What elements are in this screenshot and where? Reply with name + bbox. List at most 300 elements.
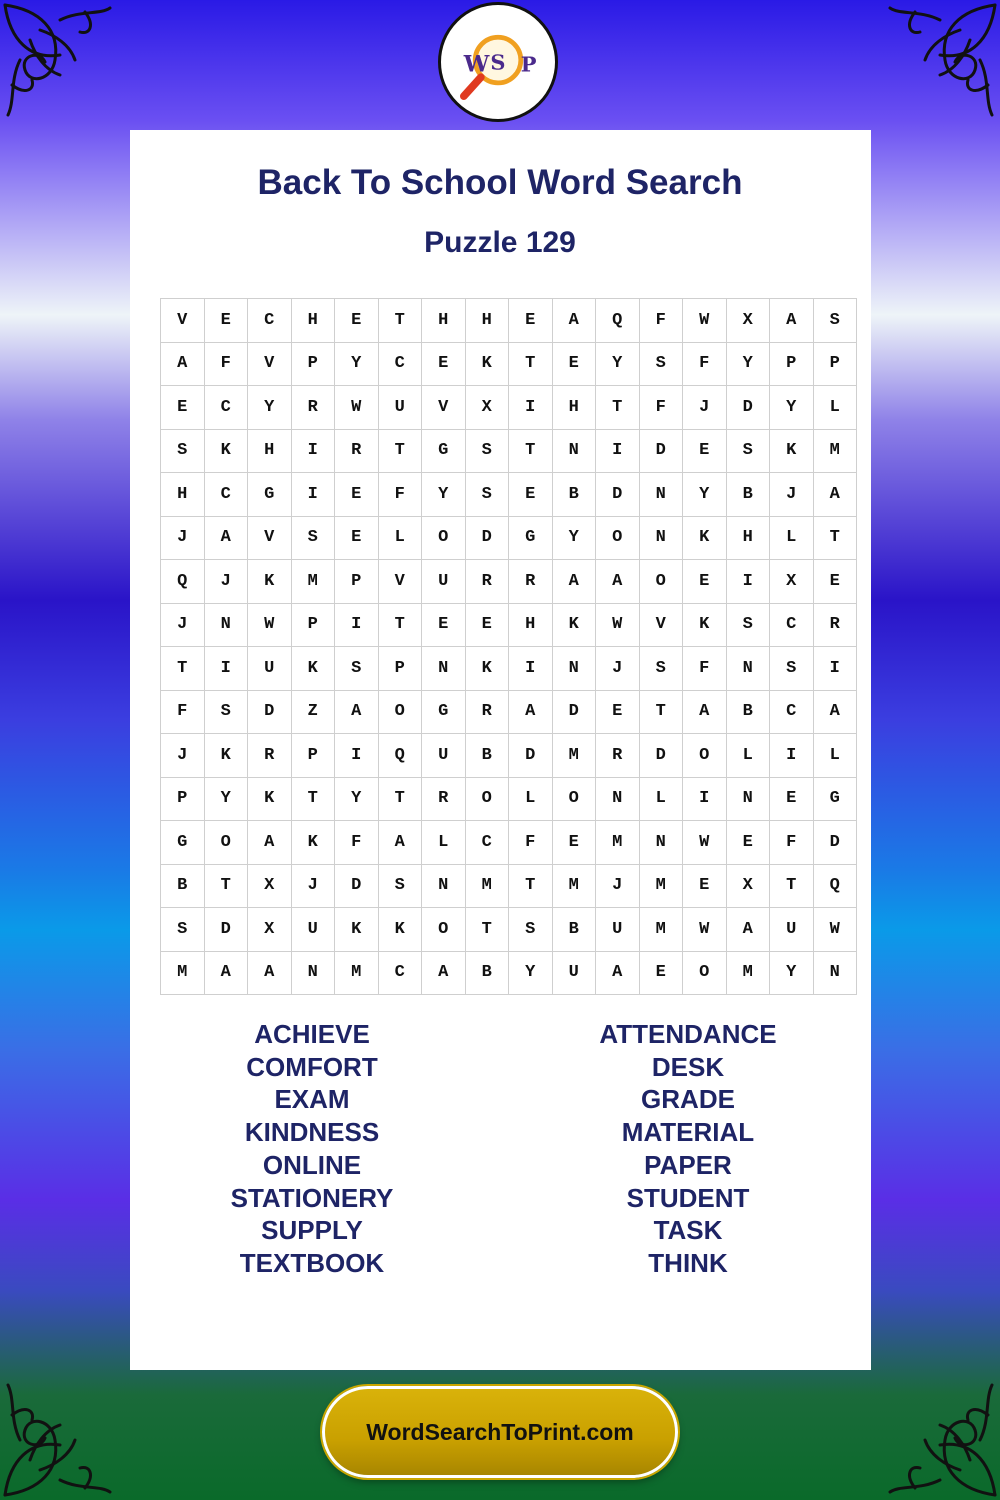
- grid-cell[interactable]: G: [422, 429, 466, 473]
- grid-cell[interactable]: F: [335, 821, 379, 865]
- grid-cell[interactable]: T: [161, 647, 205, 691]
- grid-cell[interactable]: I: [596, 429, 640, 473]
- grid-cell[interactable]: P: [770, 342, 814, 386]
- grid-cell[interactable]: N: [596, 777, 640, 821]
- grid-cell[interactable]: L: [726, 734, 770, 778]
- flourish-icon: [0, 1350, 150, 1500]
- word-list-right: [528, 1018, 848, 1280]
- grid-cell[interactable]: I: [813, 647, 857, 691]
- grid-cell[interactable]: E: [552, 342, 596, 386]
- grid-cell[interactable]: W: [596, 603, 640, 647]
- grid-cell[interactable]: A: [204, 516, 248, 560]
- grid-cell[interactable]: K: [248, 560, 292, 604]
- grid-cell[interactable]: Y: [683, 473, 727, 517]
- grid-cell[interactable]: M: [291, 560, 335, 604]
- grid-cell[interactable]: A: [509, 690, 553, 734]
- grid-cell[interactable]: E: [683, 560, 727, 604]
- word-item: ACHIEVE: [254, 1019, 370, 1049]
- grid-cell[interactable]: R: [596, 734, 640, 778]
- grid-cell[interactable]: E: [770, 777, 814, 821]
- grid-cell[interactable]: A: [813, 690, 857, 734]
- flourish-icon: [850, 0, 1000, 150]
- grid-cell[interactable]: S: [639, 647, 683, 691]
- grid-cell[interactable]: V: [248, 516, 292, 560]
- grid-cell[interactable]: O: [204, 821, 248, 865]
- grid-cell[interactable]: N: [639, 821, 683, 865]
- grid-cell[interactable]: H: [161, 473, 205, 517]
- grid-cell[interactable]: G: [422, 690, 466, 734]
- grid-cell[interactable]: F: [683, 647, 727, 691]
- grid-cell[interactable]: A: [248, 821, 292, 865]
- grid-cell[interactable]: O: [378, 690, 422, 734]
- grid-cell[interactable]: P: [378, 647, 422, 691]
- grid-cell[interactable]: X: [726, 864, 770, 908]
- grid-cell[interactable]: J: [161, 516, 205, 560]
- grid-cell[interactable]: E: [596, 690, 640, 734]
- grid-cell[interactable]: T: [378, 429, 422, 473]
- grid-cell[interactable]: I: [291, 429, 335, 473]
- grid-cell[interactable]: N: [639, 516, 683, 560]
- grid-cell[interactable]: S: [813, 299, 857, 343]
- grid-cell[interactable]: H: [726, 516, 770, 560]
- grid-cell[interactable]: N: [422, 864, 466, 908]
- grid-cell[interactable]: R: [813, 603, 857, 647]
- magnifier-handle: [464, 77, 481, 96]
- grid-row: [161, 560, 857, 604]
- grid-cell[interactable]: M: [813, 429, 857, 473]
- grid-cell[interactable]: R: [465, 560, 509, 604]
- grid-cell[interactable]: R: [465, 690, 509, 734]
- grid-cell[interactable]: G: [161, 821, 205, 865]
- grid-cell[interactable]: J: [204, 560, 248, 604]
- grid-cell[interactable]: U: [770, 908, 814, 952]
- grid-cell[interactable]: C: [248, 299, 292, 343]
- grid-cell[interactable]: S: [204, 690, 248, 734]
- grid-cell[interactable]: H: [509, 603, 553, 647]
- grid-cell[interactable]: E: [204, 299, 248, 343]
- grid-cell[interactable]: A: [161, 342, 205, 386]
- grid-cell[interactable]: C: [204, 473, 248, 517]
- grid-cell[interactable]: L: [813, 386, 857, 430]
- grid-cell[interactable]: Y: [726, 342, 770, 386]
- grid-cell[interactable]: M: [335, 951, 379, 995]
- grid-cell[interactable]: G: [813, 777, 857, 821]
- logo-letter-w: W: [463, 51, 490, 78]
- grid-cell[interactable]: C: [770, 690, 814, 734]
- grid-cell[interactable]: O: [552, 777, 596, 821]
- grid-row: [161, 951, 857, 995]
- grid-cell[interactable]: F: [639, 299, 683, 343]
- grid-cell[interactable]: E: [161, 386, 205, 430]
- grid-cell[interactable]: E: [509, 299, 553, 343]
- grid-cell[interactable]: N: [552, 429, 596, 473]
- grid-cell[interactable]: R: [248, 734, 292, 778]
- grid-row: [161, 342, 857, 386]
- grid-cell[interactable]: H: [465, 299, 509, 343]
- grid-cell[interactable]: M: [726, 951, 770, 995]
- word-item: SUPPLY: [261, 1215, 363, 1246]
- grid-cell[interactable]: X: [770, 560, 814, 604]
- grid-cell[interactable]: J: [161, 734, 205, 778]
- grid-cell[interactable]: X: [465, 386, 509, 430]
- grid-cell[interactable]: L: [422, 821, 466, 865]
- grid-cell[interactable]: S: [161, 429, 205, 473]
- flourish-icon: [850, 1350, 1000, 1500]
- word-item: DESK: [651, 1051, 725, 1082]
- grid-cell[interactable]: E: [335, 299, 379, 343]
- grid-cell[interactable]: H: [552, 386, 596, 430]
- grid-row: [161, 777, 857, 821]
- word-item: STUDENT: [626, 1182, 750, 1213]
- grid-cell[interactable]: T: [509, 342, 553, 386]
- grid-cell[interactable]: V: [378, 560, 422, 604]
- grid-cell[interactable]: O: [683, 734, 727, 778]
- grid-cell[interactable]: K: [204, 429, 248, 473]
- grid-row: [161, 864, 857, 908]
- grid-cell[interactable]: Y: [770, 386, 814, 430]
- grid-cell[interactable]: D: [509, 734, 553, 778]
- grid-cell[interactable]: K: [291, 647, 335, 691]
- logo-letter-p: P: [520, 51, 537, 77]
- grid-cell[interactable]: B: [465, 734, 509, 778]
- grid-cell[interactable]: E: [639, 951, 683, 995]
- grid-cell[interactable]: S: [465, 429, 509, 473]
- grid-cell[interactable]: F: [204, 342, 248, 386]
- grid-cell[interactable]: E: [813, 560, 857, 604]
- grid-cell[interactable]: E: [422, 603, 466, 647]
- grid-cell[interactable]: M: [465, 864, 509, 908]
- grid-cell[interactable]: T: [204, 864, 248, 908]
- grid-cell[interactable]: O: [422, 908, 466, 952]
- grid-cell[interactable]: O: [683, 951, 727, 995]
- word-item: GRADE: [641, 1084, 735, 1115]
- grid-cell[interactable]: I: [509, 386, 553, 430]
- grid-cell[interactable]: J: [596, 647, 640, 691]
- grid-cell[interactable]: N: [726, 777, 770, 821]
- grid-cell[interactable]: C: [204, 386, 248, 430]
- grid-cell[interactable]: W: [813, 908, 857, 952]
- grid-cell[interactable]: O: [639, 560, 683, 604]
- grid-cell[interactable]: E: [683, 429, 727, 473]
- grid-cell[interactable]: P: [291, 603, 335, 647]
- grid-cell[interactable]: Y: [596, 342, 640, 386]
- grid-cell[interactable]: C: [465, 821, 509, 865]
- grid-cell[interactable]: B: [726, 473, 770, 517]
- grid-cell[interactable]: E: [335, 473, 379, 517]
- grid-cell[interactable]: L: [509, 777, 553, 821]
- grid-cell[interactable]: E: [726, 821, 770, 865]
- grid-cell[interactable]: U: [378, 386, 422, 430]
- grid-cell[interactable]: X: [248, 864, 292, 908]
- grid-cell[interactable]: J: [770, 473, 814, 517]
- grid-cell[interactable]: A: [204, 951, 248, 995]
- grid-cell[interactable]: F: [378, 473, 422, 517]
- grid-cell[interactable]: A: [378, 821, 422, 865]
- grid-cell[interactable]: M: [552, 734, 596, 778]
- grid-cell[interactable]: D: [813, 821, 857, 865]
- grid-cell[interactable]: L: [813, 734, 857, 778]
- grid-cell[interactable]: E: [509, 473, 553, 517]
- corner-ornament-bottom-right: [850, 1350, 1000, 1500]
- word-item: STATIONERY: [230, 1182, 394, 1213]
- grid-cell[interactable]: K: [378, 908, 422, 952]
- word-item: COMFORT: [246, 1051, 378, 1082]
- grid-cell[interactable]: C: [770, 603, 814, 647]
- grid-cell[interactable]: P: [291, 342, 335, 386]
- grid-cell[interactable]: V: [422, 386, 466, 430]
- grid-cell[interactable]: Z: [291, 690, 335, 734]
- grid-cell[interactable]: M: [596, 821, 640, 865]
- grid-cell[interactable]: P: [813, 342, 857, 386]
- website-button[interactable]: WordSearchToPrint.com: [322, 1386, 678, 1478]
- grid-cell[interactable]: T: [291, 777, 335, 821]
- word-item: TEXTBOOK: [239, 1247, 385, 1278]
- grid-cell[interactable]: P: [291, 734, 335, 778]
- grid-cell[interactable]: D: [639, 429, 683, 473]
- grid-row: [161, 647, 857, 691]
- grid-cell[interactable]: T: [813, 516, 857, 560]
- grid-cell[interactable]: E: [683, 864, 727, 908]
- grid-cell[interactable]: U: [248, 647, 292, 691]
- grid-cell[interactable]: I: [683, 777, 727, 821]
- grid-cell[interactable]: C: [378, 951, 422, 995]
- grid-cell[interactable]: Y: [248, 386, 292, 430]
- grid-cell[interactable]: D: [204, 908, 248, 952]
- grid-cell[interactable]: A: [248, 951, 292, 995]
- grid-cell[interactable]: E: [465, 603, 509, 647]
- grid-cell[interactable]: G: [509, 516, 553, 560]
- grid-cell[interactable]: N: [422, 647, 466, 691]
- grid-cell[interactable]: R: [291, 386, 335, 430]
- grid-row: [161, 429, 857, 473]
- grid-cell[interactable]: S: [161, 908, 205, 952]
- grid-cell[interactable]: T: [465, 908, 509, 952]
- grid-cell[interactable]: N: [813, 951, 857, 995]
- grid-cell[interactable]: U: [596, 908, 640, 952]
- grid-cell[interactable]: I: [509, 647, 553, 691]
- grid-cell[interactable]: Y: [422, 473, 466, 517]
- grid-cell[interactable]: N: [726, 647, 770, 691]
- grid-cell[interactable]: U: [291, 908, 335, 952]
- corner-ornament-top-left: [0, 0, 150, 150]
- grid-cell[interactable]: I: [291, 473, 335, 517]
- grid-cell[interactable]: R: [335, 429, 379, 473]
- grid-cell[interactable]: H: [422, 299, 466, 343]
- grid-cell[interactable]: S: [335, 647, 379, 691]
- grid-cell[interactable]: S: [291, 516, 335, 560]
- wsp-logo: [438, 2, 558, 122]
- grid-cell[interactable]: K: [248, 777, 292, 821]
- grid-cell[interactable]: V: [248, 342, 292, 386]
- word-item: EXAM: [274, 1084, 350, 1115]
- grid-cell[interactable]: F: [509, 821, 553, 865]
- grid-cell[interactable]: Y: [204, 777, 248, 821]
- grid-cell[interactable]: K: [770, 429, 814, 473]
- grid-cell[interactable]: T: [378, 299, 422, 343]
- grid-cell[interactable]: S: [465, 473, 509, 517]
- grid-cell[interactable]: J: [596, 864, 640, 908]
- grid-cell[interactable]: T: [770, 864, 814, 908]
- grid-cell[interactable]: J: [291, 864, 335, 908]
- grid-cell[interactable]: Y: [335, 777, 379, 821]
- grid-row: [161, 299, 857, 343]
- grid-cell[interactable]: D: [596, 473, 640, 517]
- grid-cell[interactable]: S: [726, 603, 770, 647]
- grid-cell[interactable]: M: [639, 908, 683, 952]
- grid-cell[interactable]: D: [248, 690, 292, 734]
- grid-cell[interactable]: T: [509, 429, 553, 473]
- grid-cell[interactable]: Y: [509, 951, 553, 995]
- grid-cell[interactable]: X: [726, 299, 770, 343]
- word-item: PAPER: [644, 1149, 732, 1180]
- grid-cell[interactable]: N: [552, 647, 596, 691]
- grid-cell[interactable]: A: [726, 908, 770, 952]
- grid-cell[interactable]: B: [552, 908, 596, 952]
- grid-cell[interactable]: S: [726, 429, 770, 473]
- grid-cell[interactable]: N: [291, 951, 335, 995]
- grid-cell[interactable]: E: [335, 516, 379, 560]
- grid-cell[interactable]: F: [639, 386, 683, 430]
- grid-cell[interactable]: A: [770, 299, 814, 343]
- grid-cell[interactable]: W: [248, 603, 292, 647]
- grid-cell[interactable]: W: [683, 299, 727, 343]
- grid-cell[interactable]: K: [683, 516, 727, 560]
- grid-cell[interactable]: Q: [161, 560, 205, 604]
- grid-cell[interactable]: X: [248, 908, 292, 952]
- grid-cell[interactable]: W: [683, 908, 727, 952]
- grid-row: [161, 516, 857, 560]
- grid-cell[interactable]: D: [552, 690, 596, 734]
- page-title: Back To School Word Search: [257, 163, 743, 202]
- grid-cell[interactable]: T: [639, 690, 683, 734]
- grid-cell[interactable]: E: [552, 821, 596, 865]
- grid-cell[interactable]: K: [683, 603, 727, 647]
- grid-cell[interactable]: J: [683, 386, 727, 430]
- grid-cell[interactable]: K: [465, 342, 509, 386]
- grid-cell[interactable]: A: [596, 951, 640, 995]
- grid-row: [161, 473, 857, 517]
- grid-cell[interactable]: U: [552, 951, 596, 995]
- grid-cell[interactable]: B: [161, 864, 205, 908]
- grid-cell[interactable]: I: [770, 734, 814, 778]
- grid-cell[interactable]: H: [248, 429, 292, 473]
- grid-cell[interactable]: A: [552, 560, 596, 604]
- grid-cell[interactable]: C: [378, 342, 422, 386]
- grid-cell[interactable]: P: [161, 777, 205, 821]
- grid-cell[interactable]: A: [596, 560, 640, 604]
- grid-cell[interactable]: A: [335, 690, 379, 734]
- grid-cell[interactable]: O: [422, 516, 466, 560]
- grid-cell[interactable]: A: [422, 951, 466, 995]
- grid-cell[interactable]: A: [813, 473, 857, 517]
- grid-cell[interactable]: V: [161, 299, 205, 343]
- corner-ornament-top-right: [850, 0, 1000, 150]
- grid-cell[interactable]: T: [509, 864, 553, 908]
- grid-cell[interactable]: J: [161, 603, 205, 647]
- grid-row: [161, 908, 857, 952]
- grid-cell[interactable]: S: [378, 864, 422, 908]
- grid-cell[interactable]: K: [204, 734, 248, 778]
- grid-cell[interactable]: Q: [813, 864, 857, 908]
- grid-cell[interactable]: Q: [378, 734, 422, 778]
- grid-cell[interactable]: I: [335, 734, 379, 778]
- grid-cell[interactable]: K: [552, 603, 596, 647]
- grid-cell[interactable]: M: [639, 864, 683, 908]
- grid-cell[interactable]: S: [770, 647, 814, 691]
- grid-cell[interactable]: T: [378, 603, 422, 647]
- grid-cell[interactable]: L: [770, 516, 814, 560]
- grid-cell[interactable]: O: [465, 777, 509, 821]
- grid-cell[interactable]: O: [596, 516, 640, 560]
- grid-cell[interactable]: D: [726, 386, 770, 430]
- word-item: KINDNESS: [244, 1117, 380, 1148]
- puzzle-number: Puzzle 129: [424, 226, 576, 259]
- grid-cell[interactable]: W: [683, 821, 727, 865]
- grid-cell[interactable]: D: [335, 864, 379, 908]
- grid-cell[interactable]: S: [639, 342, 683, 386]
- grid-cell[interactable]: M: [161, 951, 205, 995]
- grid-cell[interactable]: D: [465, 516, 509, 560]
- grid-row: [161, 821, 857, 865]
- grid-cell[interactable]: A: [552, 299, 596, 343]
- grid-cell[interactable]: B: [726, 690, 770, 734]
- grid-cell[interactable]: Q: [596, 299, 640, 343]
- grid-cell[interactable]: F: [770, 821, 814, 865]
- grid-cell[interactable]: B: [465, 951, 509, 995]
- flourish-icon: [0, 0, 150, 150]
- grid-cell[interactable]: K: [465, 647, 509, 691]
- corner-ornament-bottom-left: [0, 1350, 150, 1500]
- grid-cell[interactable]: M: [552, 864, 596, 908]
- grid-cell[interactable]: R: [422, 777, 466, 821]
- grid-row: [161, 603, 857, 647]
- grid-cell[interactable]: F: [161, 690, 205, 734]
- grid-cell[interactable]: D: [639, 734, 683, 778]
- grid-cell[interactable]: S: [509, 908, 553, 952]
- word-item: THINK: [648, 1247, 728, 1278]
- grid-cell[interactable]: K: [335, 908, 379, 952]
- grid-cell[interactable]: F: [683, 342, 727, 386]
- grid-cell[interactable]: K: [291, 821, 335, 865]
- grid-cell[interactable]: I: [204, 647, 248, 691]
- grid-cell[interactable]: P: [335, 560, 379, 604]
- grid-cell[interactable]: H: [291, 299, 335, 343]
- grid-cell[interactable]: N: [204, 603, 248, 647]
- word-item: MATERIAL: [621, 1117, 755, 1148]
- grid-cell[interactable]: N: [639, 473, 683, 517]
- grid-cell[interactable]: I: [335, 603, 379, 647]
- word-item: ONLINE: [262, 1149, 362, 1180]
- grid-cell[interactable]: U: [422, 560, 466, 604]
- grid-cell[interactable]: G: [248, 473, 292, 517]
- grid-cell[interactable]: V: [639, 603, 683, 647]
- grid-cell[interactable]: U: [422, 734, 466, 778]
- grid-cell[interactable]: T: [596, 386, 640, 430]
- grid-cell[interactable]: L: [639, 777, 683, 821]
- grid-cell[interactable]: E: [422, 342, 466, 386]
- grid-cell[interactable]: Y: [552, 516, 596, 560]
- grid-cell[interactable]: T: [378, 777, 422, 821]
- grid-cell[interactable]: W: [335, 386, 379, 430]
- word-list-left: [152, 1018, 472, 1280]
- grid-cell[interactable]: L: [378, 516, 422, 560]
- grid-cell[interactable]: R: [509, 560, 553, 604]
- grid-cell[interactable]: A: [683, 690, 727, 734]
- grid-cell[interactable]: I: [726, 560, 770, 604]
- grid-cell[interactable]: Y: [335, 342, 379, 386]
- grid-cell[interactable]: B: [552, 473, 596, 517]
- grid-cell[interactable]: Y: [770, 951, 814, 995]
